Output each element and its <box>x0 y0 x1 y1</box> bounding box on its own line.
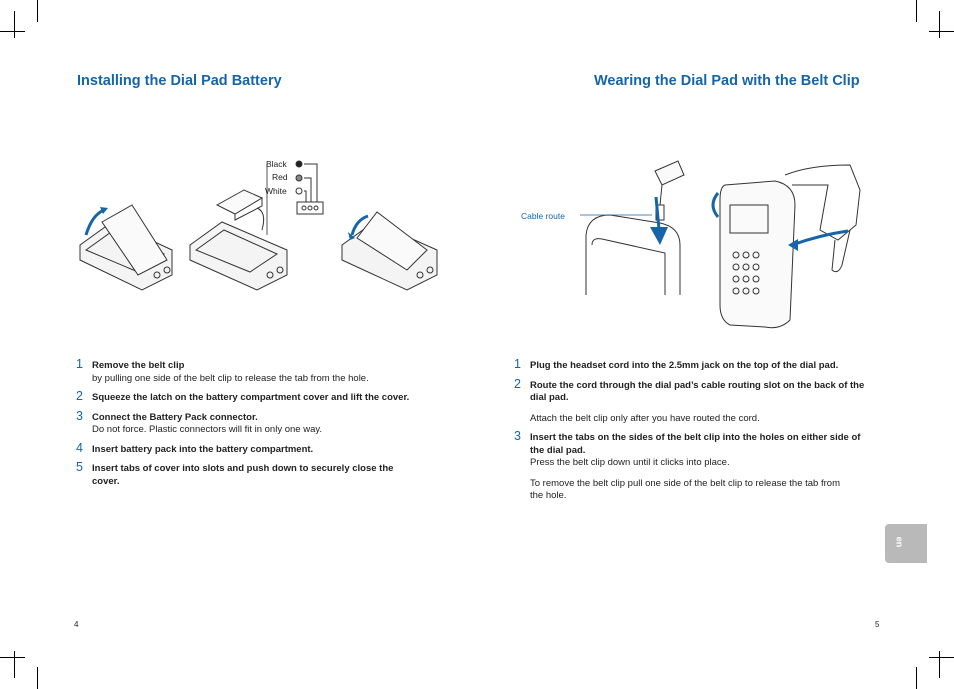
step-title: Remove the belt clip <box>92 360 185 371</box>
wire-label-red: Red <box>272 172 288 182</box>
list-item <box>76 440 456 457</box>
step-number: 3 <box>514 429 521 443</box>
step-title: Squeeze the latch on the battery compartment cover and lift the cover. <box>92 392 410 403</box>
step-title: Route the cord through the dial pad’s cable routing slot on the back of the dial pad. <box>530 379 865 403</box>
right-steps <box>514 357 884 510</box>
step-number: 2 <box>514 376 521 391</box>
step-number: 1 <box>76 357 83 371</box>
list-item <box>76 389 456 405</box>
crop-mark <box>939 651 940 678</box>
cable-route-callout: Cable route <box>521 211 565 221</box>
step-title: Insert the tabs on the sides of the belt clip into the holes on either side of the dial pad. <box>530 432 861 456</box>
step-number: 2 <box>76 389 83 403</box>
list-item <box>514 376 875 426</box>
step-detail: Press the belt clip down until it clicks into place. <box>530 457 730 468</box>
list-item <box>514 429 875 503</box>
left-steps <box>76 357 456 495</box>
step-number: 5 <box>76 460 83 474</box>
crop-mark <box>929 657 954 658</box>
crop-mark <box>916 0 917 22</box>
crop-mark <box>939 11 940 38</box>
crop-mark <box>14 651 15 678</box>
step-title: Insert tabs of cover into slots and push down to securely close the cover. <box>92 463 394 487</box>
step-detail: by pulling one side of the belt clip to release the tab from the hole. <box>92 372 369 384</box>
crop-mark <box>929 31 954 32</box>
step-detail: Attach the belt clip only after you have routed the cord. <box>530 412 760 424</box>
page-number-right: 5 <box>875 620 880 629</box>
list-item <box>514 357 884 373</box>
right-heading: Wearing the Dial Pad with the Belt Clip <box>594 73 860 89</box>
step-extra: To remove the belt clip pull one side of the belt clip to release the tab from the hole. <box>530 477 840 501</box>
step-number: 4 <box>76 440 83 455</box>
wire-label-black: Black <box>266 159 287 169</box>
step-title: Plug the headset cord into the 2.5mm jack on the top of the dial pad. <box>530 360 839 371</box>
left-heading: Installing the Dial Pad Battery <box>77 73 282 89</box>
crop-mark <box>14 11 15 38</box>
battery-illustration <box>72 150 452 300</box>
wire-label-white: White <box>265 186 287 196</box>
crop-mark <box>37 667 38 689</box>
step-number: 3 <box>76 408 83 423</box>
page-number-left: 4 <box>74 620 79 629</box>
crop-mark <box>0 31 25 32</box>
language-tab <box>885 524 927 563</box>
list-item <box>76 408 456 437</box>
crop-mark <box>37 0 38 22</box>
language-tab-label: en <box>894 536 905 548</box>
crop-mark <box>0 657 25 658</box>
crop-mark <box>916 667 917 689</box>
step-title: Connect the Battery Pack connector. <box>92 411 258 423</box>
step-title: Insert battery pack into the battery compartment. <box>92 443 314 455</box>
belt-clip-illustration <box>580 145 880 335</box>
list-item <box>76 460 412 488</box>
list-item <box>76 357 456 385</box>
step-number: 1 <box>514 357 521 371</box>
step-detail: Do not force. Plastic connectors will fit in only one way. <box>92 424 323 435</box>
